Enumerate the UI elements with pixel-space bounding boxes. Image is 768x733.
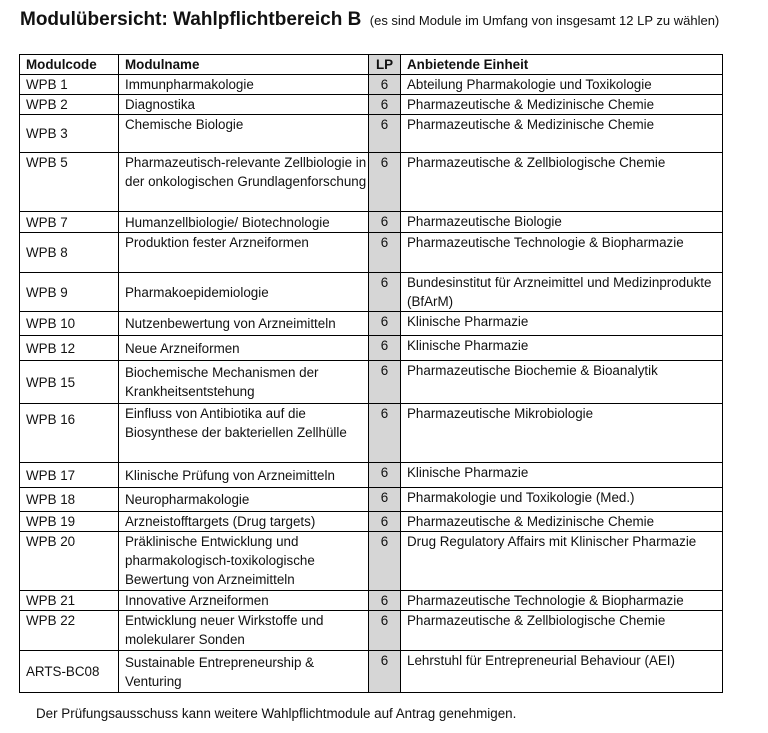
cell-unit: Bundesinstitut für Arzneimittel und Medizinprodukte (BfArM) [401,273,723,312]
table-row [20,512,723,532]
table-row [20,153,723,212]
cell-lp: 6 [369,488,401,512]
table-row [20,591,723,611]
column-header-lp: LP [369,55,401,75]
cell-unit: Pharmazeutische & Medizinische Chemie [401,512,723,532]
cell-lp: 6 [369,463,401,488]
cell-code: WPB 15 [20,361,119,404]
cell-code: WPB 19 [20,512,119,532]
table-row [20,312,723,336]
table-row [20,611,723,651]
cell-name: Einfluss von Antibiotika auf die Biosynthese der bakteriellen Zellhülle [119,404,369,463]
cell-code: WPB 17 [20,463,119,488]
table-row [20,336,723,361]
cell-name: Humanzellbiologie/ Biotechnologie [119,212,369,233]
cell-name: Nutzenbewertung von Arzneimitteln [119,312,369,336]
cell-code: WPB 9 [20,273,119,312]
cell-unit: Pharmazeutische & Zellbiologische Chemie [401,153,723,212]
cell-lp: 6 [369,273,401,312]
cell-name: Neue Arzneiformen [119,336,369,361]
cell-code: WPB 7 [20,212,119,233]
cell-code: WPB 22 [20,611,119,651]
cell-code: WPB 21 [20,591,119,611]
cell-name: Produktion fester Arzneiformen [119,233,369,273]
table-row [20,651,723,693]
cell-name: Innovative Arzneiformen [119,591,369,611]
cell-name: Pharmakoepidemiologie [119,273,369,312]
cell-lp: 6 [369,75,401,95]
cell-name: Immunpharmakologie [119,75,369,95]
cell-unit: Pharmazeutische & Medizinische Chemie [401,115,723,153]
cell-lp: 6 [369,312,401,336]
cell-code: WPB 20 [20,532,119,591]
cell-lp: 6 [369,404,401,463]
column-header-name: Modulname [119,55,369,75]
cell-unit: Klinische Pharmazie [401,336,723,361]
title-main: Modulübersicht: Wahlpflichtbereich B [20,9,362,30]
cell-code: WPB 1 [20,75,119,95]
table-row [20,532,723,591]
table-row [20,404,723,463]
cell-name: Sustainable Entrepreneurship & Venturing [119,651,369,693]
cell-lp: 6 [369,512,401,532]
cell-unit: Pharmazeutische & Medizinische Chemie [401,95,723,115]
cell-unit: Pharmazeutische & Zellbiologische Chemie [401,611,723,651]
page-title [20,9,719,31]
cell-unit: Pharmazeutische Technologie & Biopharmazie [401,233,723,273]
table-row [20,488,723,512]
cell-name: Präklinische Entwicklung und pharmakologisch-toxikologische Bewertung von Arzneimitteln [119,532,369,591]
cell-unit: Drug Regulatory Affairs mit Klinischer Pharmazie [401,532,723,591]
cell-lp: 6 [369,532,401,591]
cell-lp: 6 [369,153,401,212]
cell-lp: 6 [369,651,401,693]
cell-lp: 6 [369,361,401,404]
cell-name: Entwicklung neuer Wirkstoffe und molekularer Sonden [119,611,369,651]
cell-unit: Pharmazeutische Technologie & Biopharmazie [401,591,723,611]
cell-lp: 6 [369,611,401,651]
cell-unit: Pharmakologie und Toxikologie (Med.) [401,488,723,512]
table-row [20,273,723,312]
cell-code: ARTS-BC08 [20,651,119,693]
table-row [20,233,723,273]
cell-code: WPB 16 [20,404,119,463]
cell-name: Diagnostika [119,95,369,115]
table-row [20,75,723,95]
column-header-unit: Anbietende Einheit [401,55,723,75]
cell-code: WPB 5 [20,153,119,212]
cell-name: Pharmazeutisch-relevante Zellbiologie in der onkologischen Grundlagenforschung [119,153,369,212]
table-row [20,115,723,153]
footer-note: Der Prüfungsausschuss kann weitere Wahlpflichtmodule auf Antrag genehmigen. [36,706,517,721]
cell-name: Chemische Biologie [119,115,369,153]
table-row [20,212,723,233]
cell-unit: Klinische Pharmazie [401,312,723,336]
cell-unit: Pharmazeutische Biologie [401,212,723,233]
cell-name: Klinische Prüfung von Arzneimitteln [119,463,369,488]
cell-lp: 6 [369,212,401,233]
table-header-row [20,55,723,75]
cell-code: WPB 18 [20,488,119,512]
cell-name: Biochemische Mechanismen der Krankheitsentstehung [119,361,369,404]
cell-unit: Klinische Pharmazie [401,463,723,488]
cell-unit: Pharmazeutische Mikrobiologie [401,404,723,463]
title-subtitle: (es sind Module im Umfang von insgesamt 12 LP zu wählen) [369,13,720,28]
cell-name: Neuropharmakologie [119,488,369,512]
cell-unit: Abteilung Pharmakologie und Toxikologie [401,75,723,95]
cell-code: WPB 3 [20,115,119,153]
cell-code: WPB 2 [20,95,119,115]
table-row [20,361,723,404]
table-row [20,463,723,488]
cell-unit: Lehrstuhl für Entrepreneurial Behaviour (AEI) [401,651,723,693]
cell-lp: 6 [369,95,401,115]
cell-unit: Pharmazeutische Biochemie & Bioanalytik [401,361,723,404]
cell-lp: 6 [369,591,401,611]
module-table [19,54,723,693]
cell-name: Arzneistofftargets (Drug targets) [119,512,369,532]
column-header-code: Modulcode [20,55,119,75]
cell-code: WPB 10 [20,312,119,336]
table-row [20,95,723,115]
cell-lp: 6 [369,336,401,361]
cell-code: WPB 8 [20,233,119,273]
cell-lp: 6 [369,233,401,273]
cell-lp: 6 [369,115,401,153]
cell-code: WPB 12 [20,336,119,361]
